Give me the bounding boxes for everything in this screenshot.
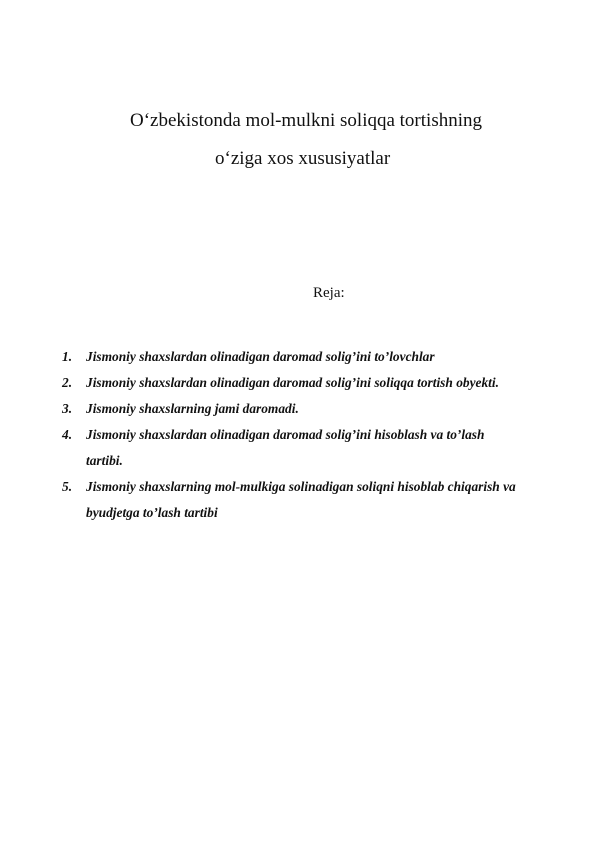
- plan-item-text: Jismoniy shaxslardan olinadigan daromad solig’ini soliqqa tortish obyekti.: [86, 375, 499, 390]
- plan-item: [62, 474, 562, 526]
- plan-item-number: 5.: [62, 479, 73, 494]
- plan-item: [62, 422, 562, 474]
- plan-list: [62, 344, 562, 526]
- plan-item-number: 4.: [62, 427, 73, 442]
- plan-heading: Reja:: [313, 285, 345, 301]
- plan-item: [62, 396, 562, 422]
- plan-item-text: Jismoniy shaxslarning mol-mulkiga solinadigan soliqni hisoblab chiqarish va byudjetga to’lash tartibi: [86, 479, 516, 520]
- plan-item-number: 3.: [62, 401, 73, 416]
- plan-item: [62, 370, 562, 396]
- plan-item: [62, 344, 562, 370]
- plan-item-number: 2.: [62, 375, 73, 390]
- document-title-line-2: o‘ziga xos xususiyatlar: [215, 148, 391, 169]
- document-title-line-1: O‘zbekistonda mol-mulkni soliqqa tortishning: [130, 110, 482, 131]
- plan-item-number: 1.: [62, 349, 73, 364]
- plan-item-text: Jismoniy shaxslarning jami daromadi.: [86, 401, 299, 416]
- plan-item-text: Jismoniy shaxslardan olinadigan daromad solig’ini to’lovchlar: [86, 349, 435, 364]
- plan-item-text: Jismoniy shaxslardan olinadigan daromad solig’ini hisoblash va to’lash tartibi.: [86, 427, 485, 468]
